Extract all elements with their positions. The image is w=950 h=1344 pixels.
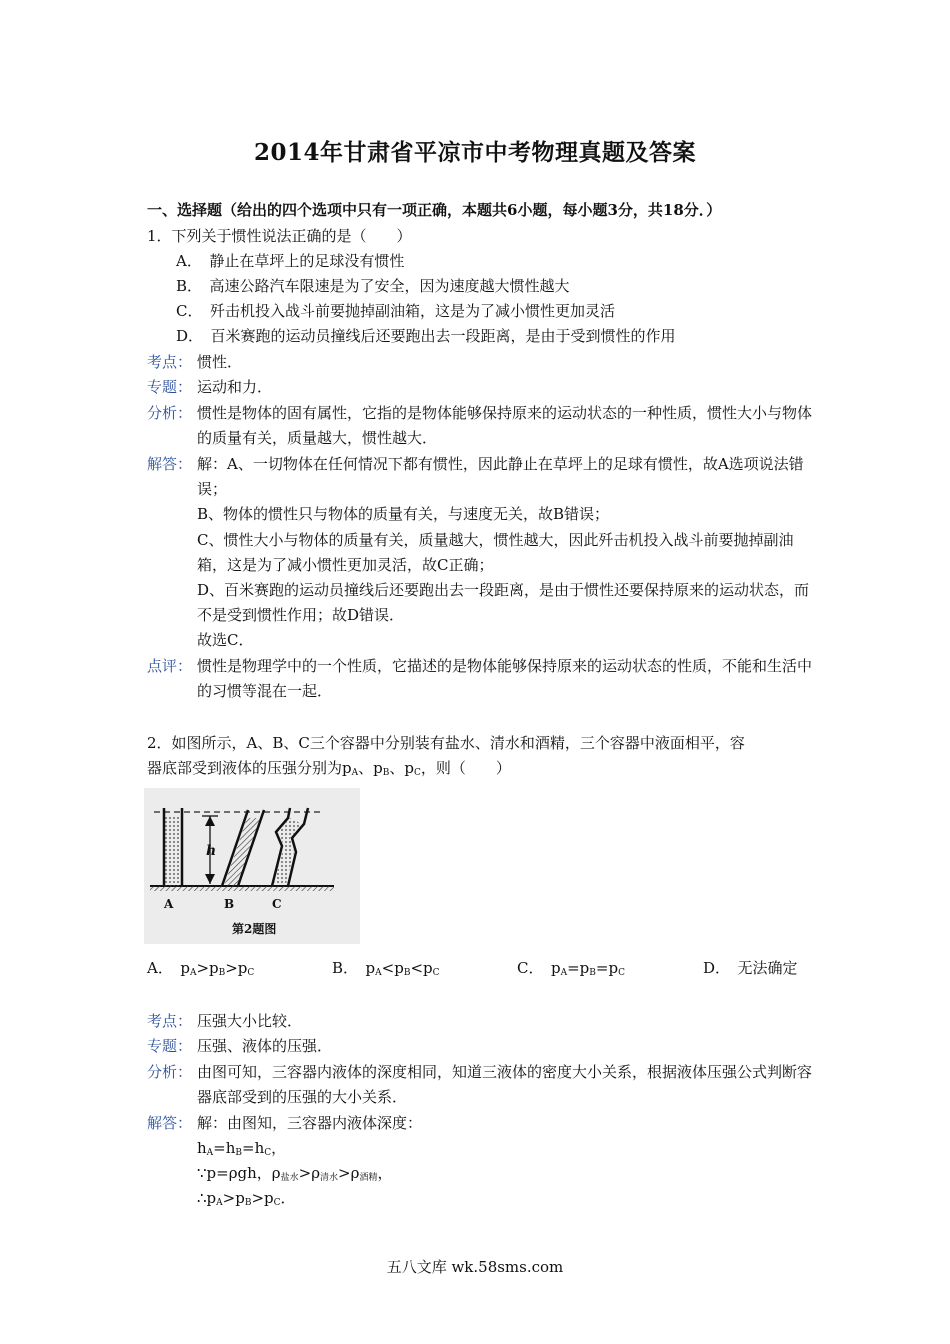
q2-stem-tail: ，则（ ） [420,759,511,777]
formula-text: >p [222,1189,245,1207]
q2-jieda-line: 解：由图知，三容器内液体深度： [197,1114,423,1132]
q1-zhuanti: 运动和力． [197,378,273,396]
formula-text: ， [271,1139,287,1157]
figure-caption: 第2题图 [232,922,277,936]
q1-option-a: A． 静止在草坪上的足球没有惯性 [176,252,405,270]
q2-conclusion [197,1188,296,1213]
container-a-label: A [164,897,174,911]
option-text: B． p [332,959,376,977]
subscript-c: C [264,1148,272,1158]
option-text: C． p [517,959,561,977]
separator: 、 [389,759,405,777]
formula-text: ． [280,1189,296,1207]
subscript-salt-water: 盐水 [280,1173,299,1183]
subscript-c: C [273,1198,281,1208]
subscript-b: B [218,968,226,978]
q1-jieda-line: D、百米赛跑的运动员撞线后还要跑出去一段距离，是由于惯性还要保持原来的运动状态，而 [197,581,810,599]
subscript-c: C [413,768,421,778]
q1-jieda-line: B、物体的惯性只与物体的质量有关，与速度无关，故B错误； [197,505,610,523]
page-title: 2014年甘肃省平凉市中考物理真题及答案 [253,139,696,166]
q1-fenxi-label: 分析： [147,404,193,422]
subscript-a: A [206,1148,214,1158]
q2-stem-line1: 2．如图所示，A、B、C三个容器中分别装有盐水、清水和酒精，三个容器中液面相平，容 [147,734,745,752]
formula-text: >ρ [298,1164,321,1182]
q1-fenxi-line: 的质量有关，质量越大，惯性越大． [197,429,438,447]
q1-option-d: D． 百米赛跑的运动员撞线后还要跑出去一段距离，是由于受到惯性的作用 [176,327,676,345]
h-label: h [206,843,217,859]
subscript-c: C [432,968,440,978]
subscript-c: C [247,968,255,978]
container-b-label: B [224,897,235,911]
formula-text: =h [213,1139,236,1157]
footer-watermark: 五八文库 wk.58sms.com [386,1258,564,1276]
q1-zhuanti-label: 专题： [147,378,193,396]
subscript-a: A [351,768,359,778]
subscript-b: B [244,1198,252,1208]
subscript-b: B [589,968,596,978]
separator: 、 [358,759,374,777]
q2-kaodian: 压强大小比较． [197,1012,303,1030]
q2-stem-line2: 器底部受到液体的压强分别为$p_A$、$p_B$、$p_C$，则（ ） [147,759,511,778]
q1-option-c: C． 歼击机投入战斗前要抛掉副油箱，这是为了减小惯性更加灵活 [176,302,615,320]
subscript-a: A [375,968,382,978]
container-c-label: C [272,897,282,911]
q2-figure [144,788,360,944]
q1-kaodian: 惯性． [197,353,243,371]
q2-depth-equation [197,1138,286,1163]
q2-option-a [147,958,254,983]
q1-jieda-line: C、惯性大小与物体的质量有关，质量越大，惯性越大，因此歼击机投入战斗前要抛掉副油 [197,531,794,549]
option-text: <p [410,959,433,977]
q1-dianping-label: 点评： [147,657,193,675]
formula-text: ∵p=ρgh，ρ [197,1164,281,1182]
q2-zhuanti-label: 专题： [147,1037,193,1055]
subscript-b: B [403,968,411,978]
q2-option-d: D． 无法确定 [703,959,798,977]
q1-fenxi-line: 惯性是物体的固有属性，它指的是物体能够保持原来的运动状态的一种性质，惯性大小与物体 [197,404,813,422]
formula-text: ∴p [197,1189,217,1207]
q2-zhuanti: 压强、液体的压强． [197,1037,333,1055]
option-text: >p [196,959,219,977]
q1-dianping-line: 的习惯等混在一起． [197,682,333,700]
q2-jieda-label: 解答： [147,1114,193,1132]
q2-fenxi-line: 由图可知，三容器内液体的深度相同，知道三液体的密度大小关系，根据液体压强公式判断容 [197,1063,813,1081]
q2-fenxi-label: 分析： [147,1063,193,1081]
q1-jieda-line: 故选C． [197,631,254,649]
q1-jieda-line: 误； [197,480,228,498]
q1-kaodian-label: 考点： [147,353,193,371]
containers-diagram [144,788,360,944]
option-text: =p [567,959,590,977]
subscript-b: B [235,1148,243,1158]
subscript-water: 清水 [320,1173,339,1183]
option-text: >p [225,959,248,977]
subscript-a: A [189,968,197,978]
q2-density-relation [197,1163,392,1188]
q2-kaodian-label: 考点： [147,1012,193,1030]
subscript-a: A [560,968,568,978]
q2-fenxi-line: 器底部受到的压强的大小关系． [197,1088,408,1106]
option-text: <p [381,959,404,977]
formula-text: >ρ [338,1164,360,1182]
q1-jieda-line: 解：A、一切物体在任何情况下都有惯性，因此静止在草坪上的足球有惯性，故A选项说法错 [197,455,804,473]
subscript-c: C [618,968,625,978]
option-text: A． p [147,959,190,977]
q1-jieda-line: 不是受到惯性作用；故D错误． [197,606,405,624]
q2-option-b [332,958,440,983]
q1-dianping-line: 惯性是物理学中的一个性质，它描述的是物体能够保持原来的运动状态的性质，不能和生活中 [197,657,813,675]
formula-text: =h [242,1139,265,1157]
subscript-b: B [382,768,390,778]
formula-text: h [197,1139,207,1157]
section-heading: 一、选择题（给出的四个选项中只有一项正确，本题共6小题，每小题3分，共18分．） [147,201,722,219]
q2-option-c [517,958,625,983]
formula-text: ， [377,1164,393,1182]
subscript-alcohol: 酒精 [359,1173,378,1183]
subscript-a: A [216,1198,223,1208]
q1-option-b: B． 高速公路汽车限速是为了安全，因为速度越大惯性越大 [176,277,570,295]
q1-jieda-label: 解答： [147,455,193,473]
q1-jieda-line: 箱，这是为了减小惯性更加灵活，故C正确； [197,556,494,574]
q2-stem-text: 器底部受到液体的压强分别为p [147,759,352,777]
formula-text: >p [251,1189,274,1207]
option-text: =p [595,959,619,977]
q1-stem: 1．下列关于惯性说法正确的是（ ） [147,227,412,245]
